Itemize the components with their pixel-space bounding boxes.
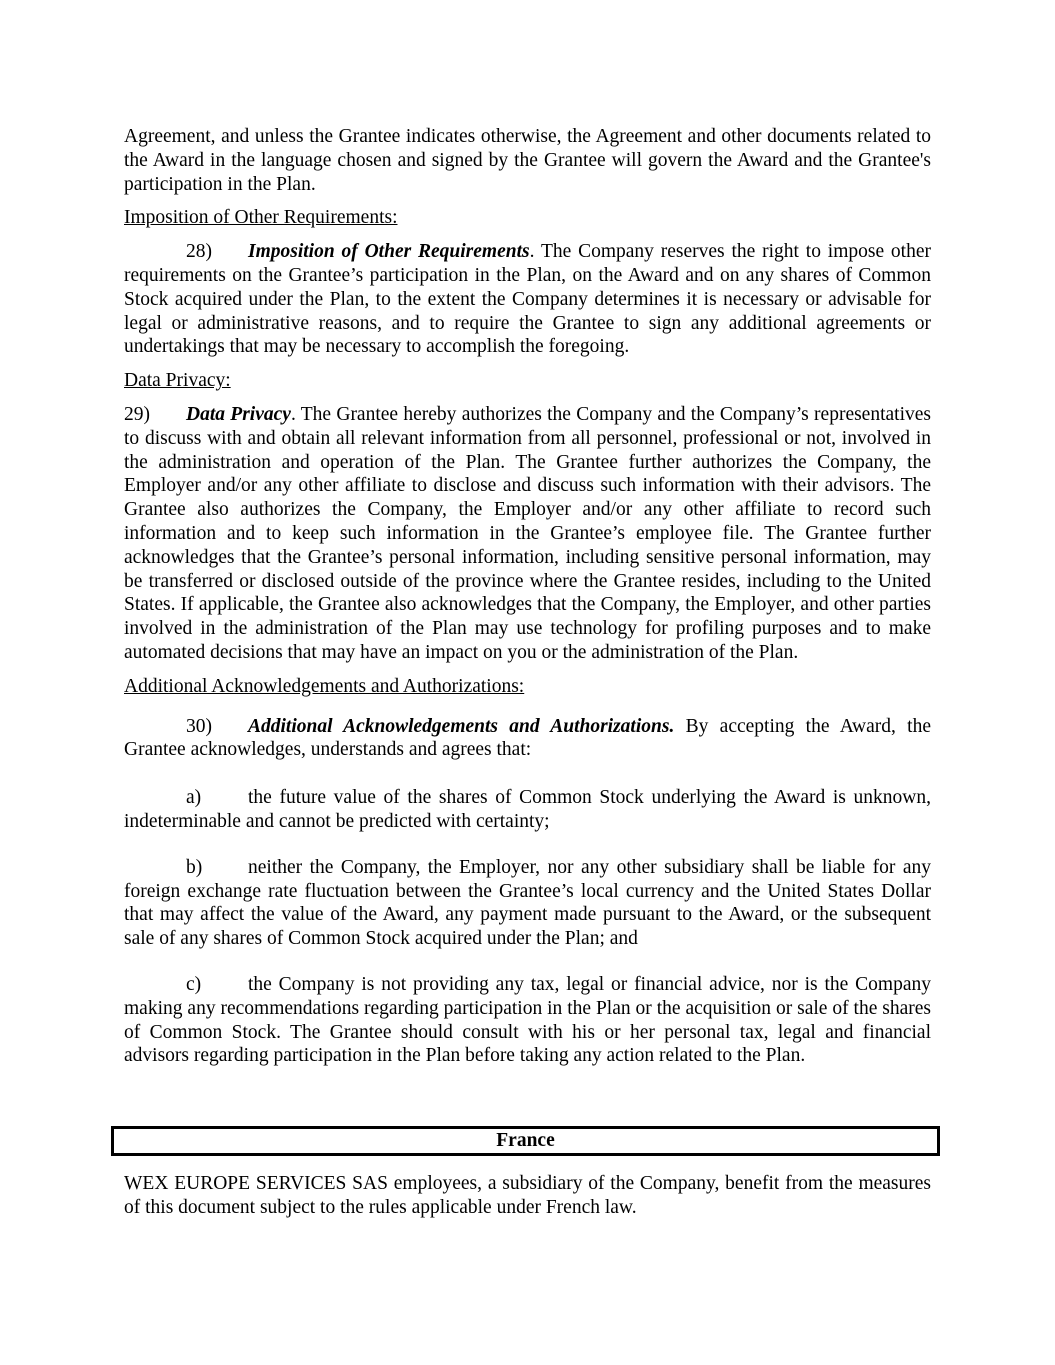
list-item-a-text: the future value of the shares of Common Stock underlying the Award is unknown, indeterminable and cannot be predicted with certainty; bbox=[124, 787, 931, 832]
section-29-body: . The Grantee hereby authorizes the Company and the Company’s representatives to discuss with and obtain all relevant information from all personnel, professional or not, involved in the administration and operation of the Plan. The Grantee further authorizes the Company, the Employer and/or any other affiliate to disclose and discuss such information with their advisors. The Grantee also authorizes the Company, the Employer and/or any other affiliate to record such information and to keep such information in the Grantee’s employee file. The Grantee further acknowledges that the Grantee’s personal information, including sensitive personal information, may be transferred or disclosed outside of the province where the Grantee resides, including to the United States. If applicable, the Grantee also acknowledges that the Company, the Employer, and other parties involved in the administration of the Plan may use technology for profiling purposes and to make automated decisions that may have an impact on you or the administration of the Plan. bbox=[124, 403, 931, 663]
section-29-title: Data Privacy bbox=[186, 403, 291, 425]
country-heading-france: France bbox=[111, 1126, 940, 1156]
section-30-title: Additional Acknowledgements and Authorizations. bbox=[248, 715, 675, 737]
section-29-number: 29) bbox=[124, 403, 150, 425]
list-item-b-text: neither the Company, the Employer, nor any other subsidiary shall be liable for any foreign exchange rate fluctuation between the Grantee’s local currency and the United States Dollar that may affect the value of the Award, any payment made pursuant to the Award, or the subsequent sale of any shares of Common Stock acquired under the Plan; and bbox=[124, 856, 931, 950]
list-item-c bbox=[124, 973, 931, 1068]
intro-paragraph: Agreement, and unless the Grantee indicates otherwise, the Agreement and other documents related to the Award in the language chosen and signed by the Grantee will govern the Award and the Grantee's participation in the Plan. bbox=[124, 126, 931, 195]
france-paragraph: WEX EUROPE SERVICES SAS employees, a subsidiary of the Company, benefit from the measures of this document subject to the rules applicable under French law. bbox=[124, 1173, 931, 1218]
section-29-heading: Data Privacy: bbox=[124, 370, 231, 392]
section-29-paragraph bbox=[124, 403, 931, 665]
section-30-number: 30) bbox=[186, 715, 212, 737]
section-28-heading: Imposition of Other Requirements: bbox=[124, 207, 398, 229]
document-page bbox=[124, 125, 931, 1068]
section-30-body: By accepting the Award, the Grantee acknowledges, understands and agrees that: bbox=[124, 715, 931, 761]
section-28-body: . The Company reserves the right to impose other requirements on the Grantee’s participation in the Plan, on the Award and on any shares of Common Stock acquired under the Plan, to the extent the Company determines it is necessary or advisable for legal or administrative reasons, and to require the Grantee to sign any additional agreements or undertakings that may be necessary to accomplish the foregoing. bbox=[124, 241, 931, 358]
section-28-title: Imposition of Other Requirements bbox=[248, 241, 530, 263]
section-30-heading: Additional Acknowledgements and Authorizations: bbox=[124, 675, 525, 697]
list-item-a-label: a) bbox=[186, 787, 202, 809]
list-item-c-label: c) bbox=[186, 973, 202, 995]
section-28-number: 28) bbox=[186, 241, 212, 263]
list-item-c-text: the Company is not providing any tax, legal or financial advice, nor is the Company making any recommendations regarding participation in the Plan or the acquisition or sale of the shares of Common Stock. The Grantee should consult with his or her personal tax, legal and financial advisors regarding participation in the Plan before taking any action related to the Plan. bbox=[124, 973, 931, 1067]
list-item-a bbox=[124, 786, 931, 834]
section-30-paragraph bbox=[124, 715, 931, 763]
list-item-b bbox=[124, 856, 931, 951]
list-item-b-label: b) bbox=[186, 856, 203, 878]
section-28-paragraph bbox=[124, 240, 931, 359]
